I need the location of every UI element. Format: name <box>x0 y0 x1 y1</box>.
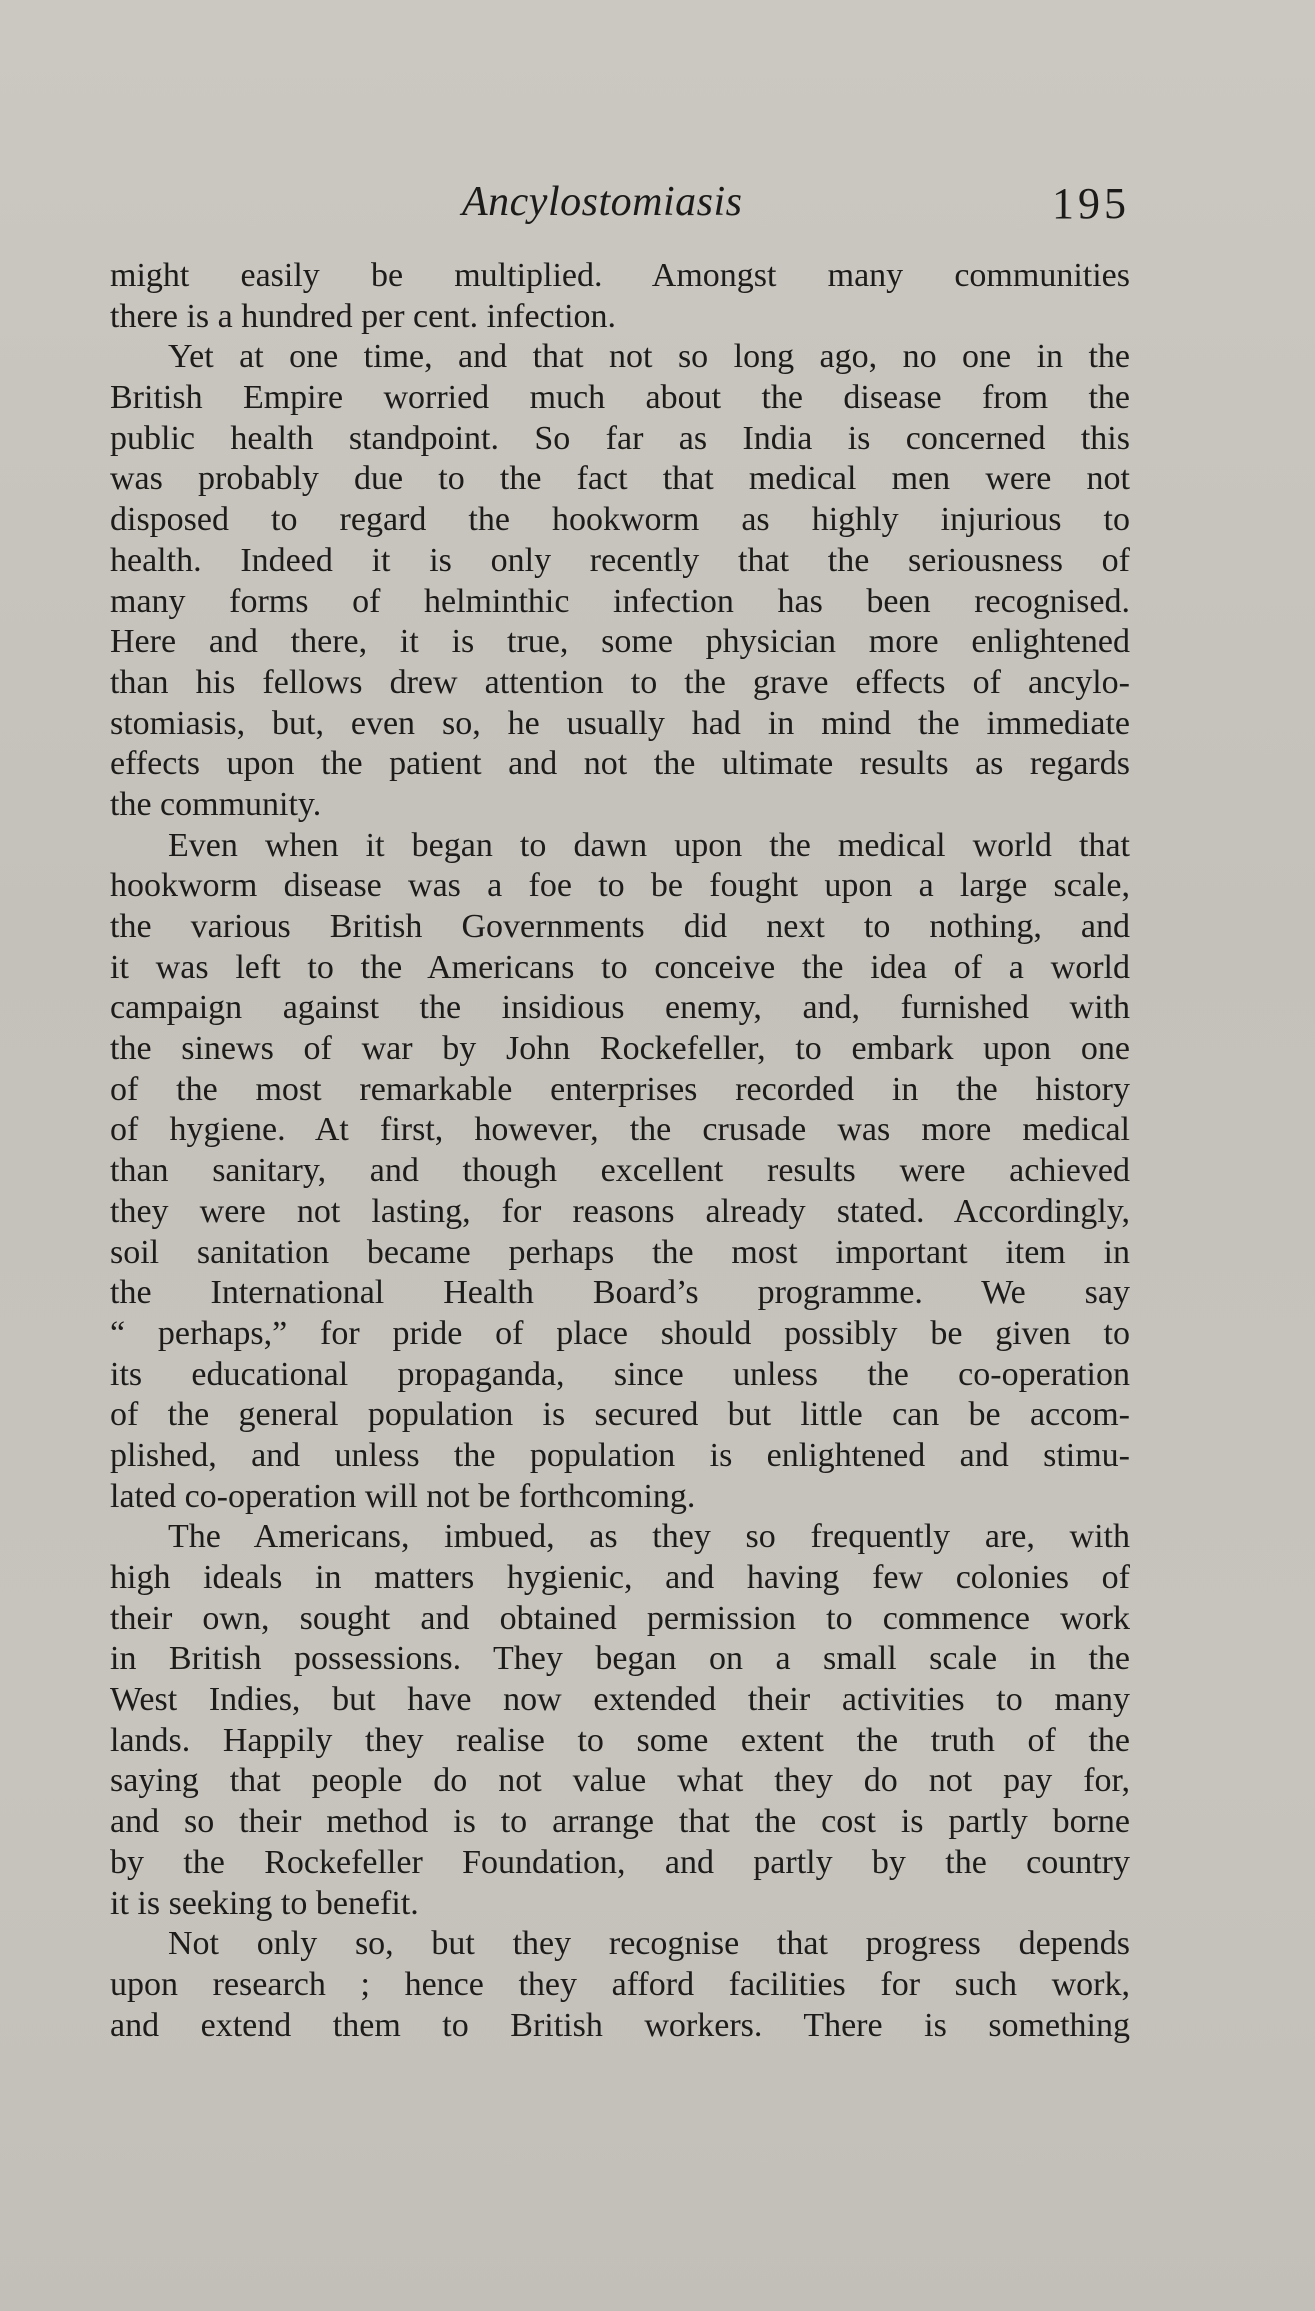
text-line: West Indies, but have now extended their activities to many <box>110 1681 1130 1719</box>
page-number: 195 <box>1052 179 1130 228</box>
text-line: than his fellows drew attention to the grave effects of ancylo- <box>110 663 1130 701</box>
text-line: Here and there, it is true, some physician more enlightened <box>110 623 1130 661</box>
text-line: of hygiene. At first, however, the crusade was more medical <box>110 1111 1130 1149</box>
text-line: Yet at one time, and that not so long ago, no one in the <box>168 338 1130 376</box>
text-line: many forms of helminthic infection has been recognised. <box>110 582 1130 620</box>
text-line: than sanitary, and though excellent results were achieved <box>110 1152 1130 1190</box>
text-line: upon research ; hence they afford facilities for such work, <box>110 1965 1130 2003</box>
text-line: campaign against the insidious enemy, and, furnished with <box>110 989 1130 1027</box>
text-line: the various British Governments did next to nothing, and <box>110 908 1130 945</box>
text-line: hookworm disease was a foe to be fought upon a large scale, <box>110 867 1130 905</box>
text-line: public health standpoint. So far as India is concerned this <box>110 419 1130 457</box>
text-line: disposed to regard the hookworm as highly injurious to <box>110 501 1130 539</box>
running-title: Ancylostomiasis <box>462 179 743 225</box>
text-line: by the Rockefeller Foundation, and partly by the country <box>110 1843 1130 1881</box>
text-line: the community. <box>110 785 322 823</box>
text-line: its educational propaganda, since unless the co-operation <box>110 1355 1130 1393</box>
text-line: high ideals in matters hygienic, and having few colonies of <box>110 1559 1130 1596</box>
text-line: “ perhaps,” for pride of place should possibly be given to <box>110 1314 1130 1352</box>
text-line: The Americans, imbued, as they so frequently are, with <box>168 1518 1130 1556</box>
text-line: health. Indeed it is only recently that the seriousness of <box>110 541 1130 579</box>
text-line: their own, sought and obtained permission to commence work <box>110 1599 1130 1637</box>
text-line: Even when it began to dawn upon the medical world that <box>168 826 1130 864</box>
text-line: lands. Happily they realise to some extent the truth of the <box>110 1721 1130 1759</box>
text-line: and extend them to British workers. There is something <box>110 2006 1130 2044</box>
text-line: of the most remarkable enterprises recorded in the history <box>110 1070 1130 1108</box>
text-line: they were not lasting, for reasons already stated. Accordingly, <box>110 1192 1130 1230</box>
text-line: was probably due to the fact that medical men were not <box>110 460 1130 498</box>
body-text <box>110 256 1130 2046</box>
text-line: saying that people do not value what they do not pay for, <box>110 1762 1130 1800</box>
text-line: and so their method is to arrange that the cost is partly borne <box>110 1803 1130 1841</box>
text-line: the International Health Board’s programme. We say <box>110 1274 1130 1312</box>
running-head <box>110 178 1130 238</box>
text-line: stomiasis, but, even so, he usually had in mind the immediate <box>110 704 1130 742</box>
text-line: it was left to the Americans to conceive the idea of a world <box>110 948 1130 986</box>
text-line: might easily be multiplied. Amongst many communities <box>110 257 1130 294</box>
text-line: in British possessions. They began on a small scale in the <box>110 1640 1130 1678</box>
text-line: lated co-operation will not be forthcoming. <box>110 1477 696 1515</box>
text-line: there is a hundred per cent. infection. <box>110 297 617 335</box>
text-line: effects upon the patient and not the ultimate results as regards <box>110 745 1130 783</box>
text-line: of the general population is secured but little can be accom- <box>110 1396 1130 1434</box>
text-line: soil sanitation became perhaps the most important item in <box>110 1233 1130 1271</box>
text-line: Not only so, but they recognise that progress depends <box>168 1925 1130 1963</box>
text-line: plished, and unless the population is enlightened and stimu- <box>110 1436 1130 1474</box>
text-line: British Empire worried much about the disease from the <box>110 379 1130 417</box>
text-line: it is seeking to benefit. <box>110 1884 419 1922</box>
text-line: the sinews of war by John Rockefeller, to embark upon one <box>110 1030 1130 1068</box>
